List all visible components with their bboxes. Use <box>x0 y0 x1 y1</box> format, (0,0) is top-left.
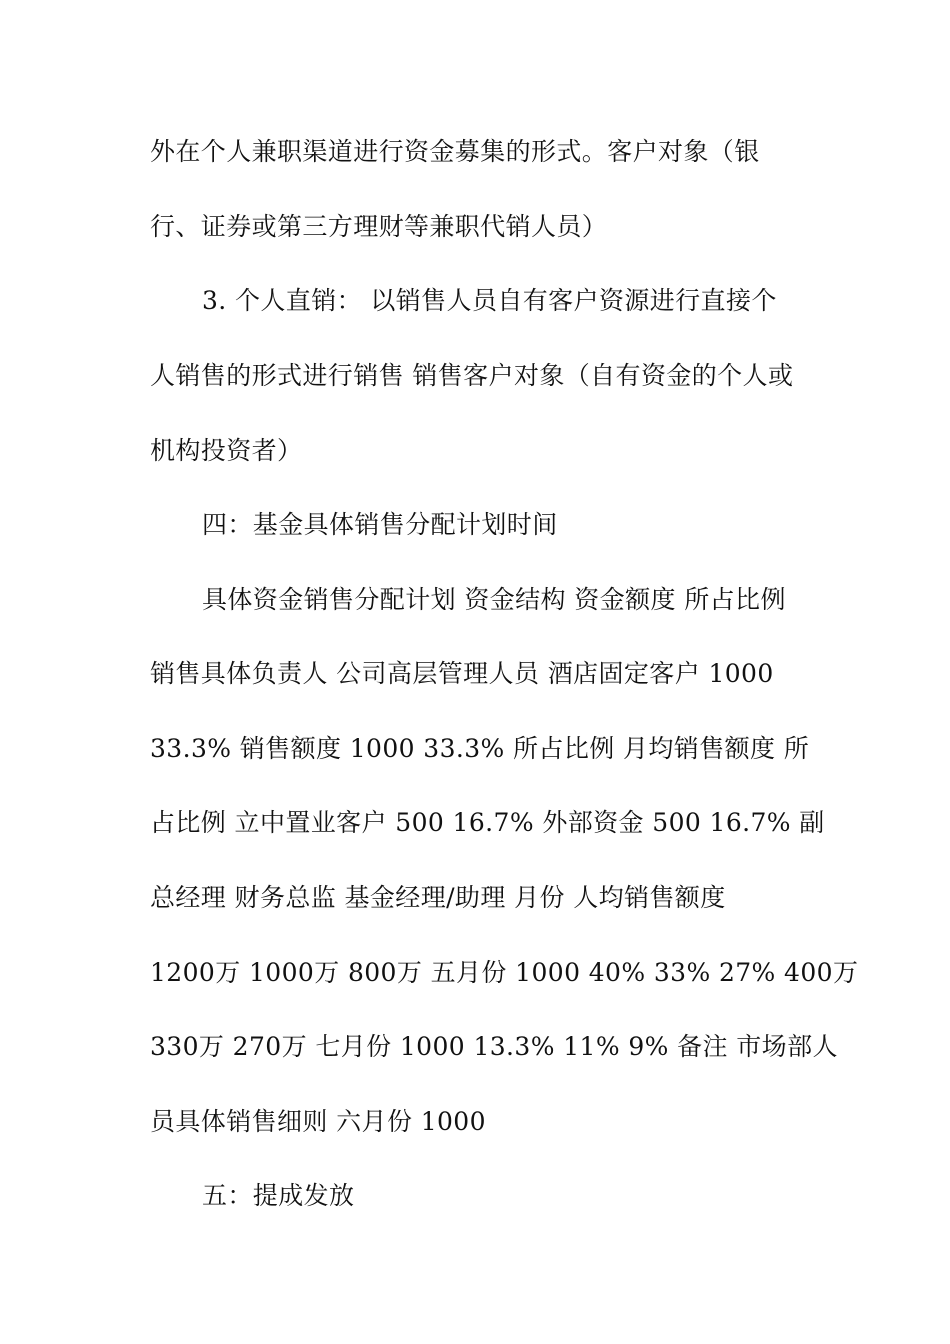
section-heading: 五：提成发放 <box>202 1181 355 1210</box>
text-line: 外在个人兼职渠道进行资金募集的形式。客户对象（银 <box>150 137 760 166</box>
text-line: 1200万 1000万 800万 五月份 1000 40% 33% 27% 400万 <box>150 958 859 987</box>
text-line: 总经理 财务总监 基金经理/助理 月份 人均销售额度 <box>150 883 726 912</box>
text-line: 销售具体负责人 公司高层管理人员 酒店固定客户 1000 <box>150 659 774 688</box>
text-line: 占比例 立中置业客户 500 16.7% 外部资金 500 16.7% 副 <box>150 808 825 837</box>
text-line: 330万 270万 七月份 1000 13.3% 11% 9% 备注 市场部人 <box>150 1032 838 1061</box>
section-heading: 四：基金具体销售分配计划时间 <box>202 510 558 539</box>
text-line: 3. 个人直销： 以销售人员自有客户资源进行直接个 <box>202 286 777 315</box>
text-line: 行、证券或第三方理财等兼职代销人员） <box>150 212 608 241</box>
text-line: 员具体销售细则 六月份 1000 <box>150 1107 486 1136</box>
text-line: 人销售的形式进行销售 销售客户对象（自有资金的个人或 <box>150 361 794 390</box>
text-line: 机构投资者） <box>150 436 303 465</box>
text-line: 具体资金销售分配计划 资金结构 资金额度 所占比例 <box>202 585 786 614</box>
text-line: 33.3% 销售额度 1000 33.3% 所占比例 月均销售额度 所 <box>150 734 810 763</box>
